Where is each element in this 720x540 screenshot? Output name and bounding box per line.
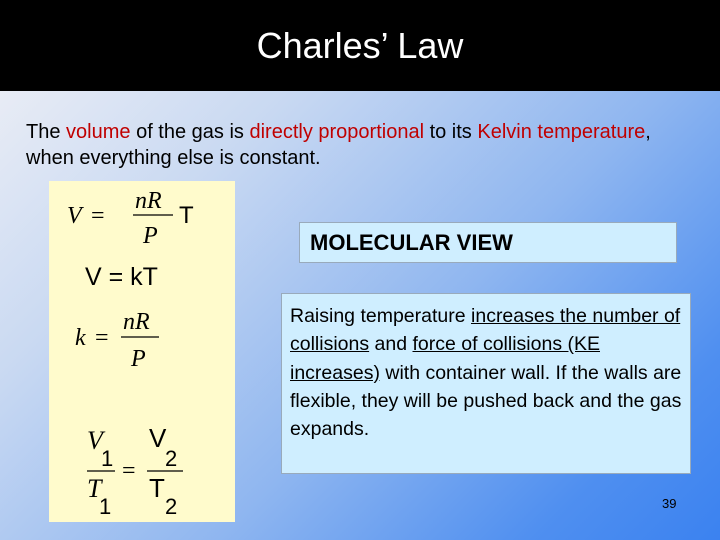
highlight-volume: volume [66, 121, 131, 143]
underlined-collisions: increases the number of collisions [290, 305, 681, 356]
intro-part: , when everything else is constant. [26, 121, 651, 169]
formula1-numerator: nR [135, 188, 162, 214]
slide-title: Charles’ Law [256, 24, 464, 66]
description-part: Raising temperature [290, 305, 472, 327]
formula-k-equals-nr-over-p [75, 309, 159, 372]
formula-graphic [49, 181, 235, 522]
formula1-lhs: V [67, 203, 82, 229]
formula3-lhs: k [75, 325, 86, 351]
intro-text [26, 119, 686, 171]
formula1-denominator: P [143, 223, 158, 249]
molecular-view-label: MOLECULAR VIEW [310, 229, 513, 255]
page-number: 39 [662, 496, 677, 511]
formula4-v2-sub: 2 [165, 446, 178, 471]
formula4-v2: V [149, 423, 167, 453]
description-part: and [369, 333, 413, 356]
description-part: with container wall. If the walls are flexible, they will be pushed back and the gas expands. [290, 361, 682, 441]
formula3-equals: = [95, 325, 109, 351]
intro-part: to its [424, 121, 478, 143]
formula-v-equals-nr-over-p-t [67, 188, 194, 249]
highlight-directly-proportional: directly proportional [249, 121, 425, 143]
formula1-rhs: T [179, 202, 194, 229]
formula-v1-over-t1-equals-v2-over-t2 [87, 423, 183, 519]
formula4-t2: T [149, 473, 165, 503]
formula4-t2-sub: 2 [165, 494, 178, 519]
highlight-kelvin-temperature: Kelvin temperature [477, 121, 646, 143]
intro-part: The [26, 121, 67, 143]
formula1-equals: = [91, 203, 105, 229]
molecular-view-description [281, 293, 691, 474]
underlined-force: force of collisions (KE increases) [290, 333, 600, 384]
formula-panel [49, 181, 235, 522]
formula4-v1-sub: 1 [101, 446, 114, 471]
formula4-equals: = [122, 458, 136, 484]
title-bar [0, 0, 720, 91]
formula4-v1: V [87, 426, 103, 455]
formula3-numerator: nR [123, 309, 150, 335]
formula4-t1-sub: 1 [99, 494, 112, 519]
formula4-t1: T [87, 474, 102, 503]
formula-v-equals-kt: V = kT [85, 263, 158, 291]
intro-part: of the gas is [130, 121, 250, 143]
formula3-denominator: P [131, 346, 146, 372]
molecular-view-heading [299, 222, 677, 263]
